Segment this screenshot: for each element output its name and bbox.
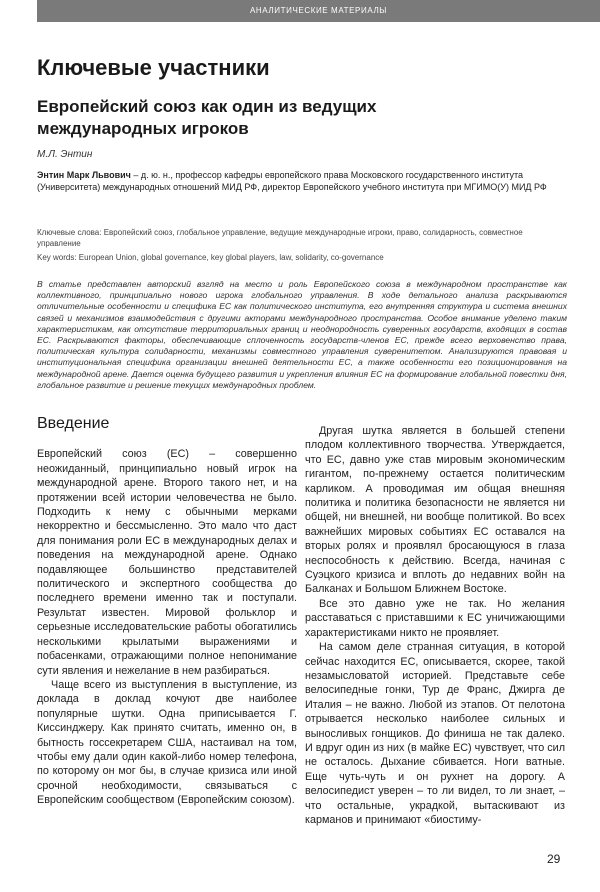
right-paragraph-2: Все это давно уже не так. Но желания расставаться с приставшими к ЕС уничижающими характеристиками никто не проявляет. [305,597,565,639]
keywords-ru: Ключевые слова: Европейский союз, глобальное управление, ведущие международные игроки, право, солидарность, совместное управление [37,228,523,248]
author-bio [37,169,567,193]
author-short: М.Л. Энтин [37,149,93,160]
right-column [305,424,565,827]
left-column [37,417,297,808]
page-number: 29 [547,852,561,866]
running-header: АНАЛИТИЧЕСКИЕ МАТЕРИАЛЫ [37,0,600,22]
section-title: Ключевые участники [37,55,270,80]
right-paragraph-3: На самом деле странная ситуация, в которой сейчас находится ЕС, описывается, скорее, такой незамысловатой историей. Представьте себе велосипедные гонки, Тур де Франс, Джирга де Италия – не важно. Любой из этапов. От пелотона отрывается несколько наиболее сильных и выносливых гонщиков. До финиша не так далеко. И вдруг один из них (в майке ЕС) чувствует, что сил не осталось. Дыхание сбивается. Ноги ватные. Еще чуть-чуть и он рухнет на дорогу. А велосипедист уверен – то ли видел, то ли знает, – что остальные, украдкой, вытаскивают из карманов и принимают «биостиму- [305,641,565,826]
left-paragraph-1: Европейский союз (ЕС) – совершенно неожиданный, принципиально новый игрок на международной арене. Второго такого нет, и на протяжении всей истории человечества не было. Подходить к нему с обычными мерками некорректно и бессмысленно. Это мало что даст для понимания роли ЕС в международных делах и поведения на международной арене. Однако подавляющее большинство представителей политического и экспертного сообщества до последнего времени именно так и поступали. Результат известен. Мировой фольклор и серьезные исследовательские работы обогатились несколькими крылатыми выражениями и побасенками, отражающими полное непонимание сути явления и нежелание в нем разбираться. [37,448,297,677]
keywords-en: Key words: European Union, global governance, key global players, law, solidarity, co-governance [37,253,384,262]
article-title: Европейский союз как один из ведущих международных игроков [37,97,377,138]
keywords-block [37,227,567,266]
intro-heading: Введение [37,415,110,432]
right-paragraph-1: Другая шутка является в большей степени плодом коллективного творчества. Утверждается, что ЕС, давно уже став мировым экономическим гигантом, по-прежнему остается политическим карликом. А проводимая им общая внешняя политика и политика безопасности не является ни общей, ни внешней, ни вообще политикой. Во всех важнейших мировых событиях ЕС оставался на вторых ролях и проявлял бросающуюся в глаза неспособность к действию. Всегда, начиная с Суэцкого кризиса и вплоть до недавних войн на Балканах и Большом Ближнем Востоке. [305,425,565,596]
author-full-name: Энтин Марк Львович [37,170,131,180]
author-bio-text: – д. ю. н., профессор кафедры европейского права Московского государственного института (Университета) международных отношений МИД РФ, директор Европейского учебного института при МГИМО(У) МИД РФ [37,170,547,192]
abstract: В статье представлен авторский взгляд на место и роль Европейского союза в международном пространстве как коллективного, принципиально нового игрока глобального управления. В ходе детального анализа раскрываются отличительные особенности и специфика ЕС как политического института, его внутренняя структура и система внешних связей и механизмов взаимодействия с другими акторами международного пространства. Особое внимание уделено таким характеристикам, как отсутствие территориальных границ и неоднородность суверенных государств, входящих в состав ЕС. Раскрываются факторы, обеспечивающие сплоченность государств-членов ЕС, прежде всего верховенство права, политическая культура солидарности, механизмы совместного управления суверенитетом. Анализируются правовая и институциональная специфика организации внешней деятельности ЕС, а также особенности его позиционирования на международной арене. Дается оценка будущего развития и укрепления влияния ЕС на формирование глобальной повестки дня, глобальное развитие и решение текущих международных проблем. [37,279,567,390]
left-paragraph-2: Чаще всего из выступления в выступление, из доклада в доклад кочуют две наиболее популярные шутки. Одна приписывается Г. Киссинджеру. Как принято считать, именно он, в бытность госсекретарем США, настаивал на том, чтобы ему дали один какой-либо номер телефона, по которому он мог бы, в случае кризиса или иной срочной необходимости, связываться с Европейским сообществом (Европейским союзом). [37,678,297,807]
